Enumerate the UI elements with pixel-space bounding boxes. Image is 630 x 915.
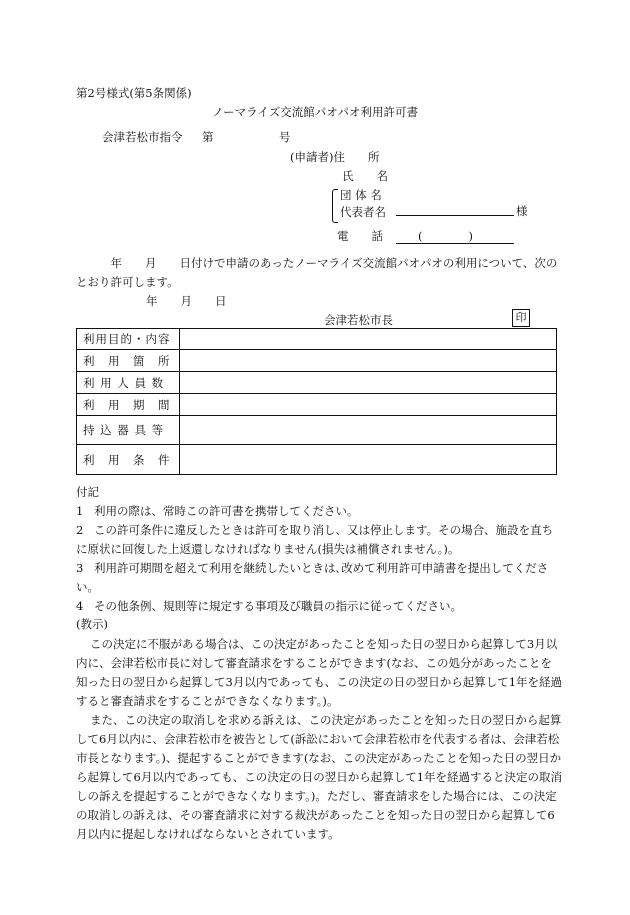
phone-parentheses: ( ) <box>418 229 473 243</box>
organization-name-label: 団 体 名 <box>340 188 382 202</box>
note-item <box>76 502 562 521</box>
honorific-sama: 様 <box>516 204 528 218</box>
seal-mark: 印 <box>512 309 530 327</box>
note-text: 利用許可期間を超えて利用を継続したいときは､改めて利用許可申請書を提出してください。 <box>76 561 549 594</box>
note-item <box>76 521 562 559</box>
note-number: 1 <box>76 504 84 518</box>
notes-heading: 付記 <box>76 485 99 499</box>
note-number: 4 <box>76 599 84 613</box>
certificate-go: 号 <box>279 130 291 144</box>
table-row <box>77 372 557 394</box>
table-row <box>77 350 557 372</box>
representative-name-label: 代表者名 <box>340 205 386 219</box>
bracket-decoration <box>332 189 338 223</box>
certificate-label: 会津若松市指令 <box>102 130 183 144</box>
certificate-number-line <box>102 129 291 145</box>
row-label-headcount: 利 用 人 員 数 <box>77 372 180 394</box>
teaching-paragraph-2: また、この決定の取消しを求める訴えは、この決定があったことを知った日の翌日から起算して6月以内に、会津若松市を被告として(訴訟において会津若松市を代表する者は、会津若松市長となります。)、提起することができます(なお、この決定があったことを知った日の翌日から起算して6月以内であっても、この決定の日の翌日から起算して1年を経過すると決定の取消しの訴えを提起することができなくなります。)。ただし、審査請求をした場合には、この決定の取消しの訴えは、その審査請求に対する裁決があったことを知った日の翌日から起算して6月以内に提起しなければならないとされています。 <box>76 713 563 841</box>
row-value-period[interactable] <box>180 394 557 416</box>
row-label-purpose: 利用目的・内容 <box>77 329 180 350</box>
table-row <box>77 394 557 416</box>
note-number: 3 <box>76 561 84 575</box>
mayor-title: 会津若松市長 <box>324 313 393 327</box>
note-text: この許可条件に違反したときは許可を取り消し、又は停止します。その場合、施設を直ちに原状に回復した上返還しなければなりません(損失は補償されません。)。 <box>76 523 554 556</box>
table-row <box>77 416 557 445</box>
note-item <box>76 597 562 616</box>
applicant-name-label: 氏 名 <box>342 169 388 183</box>
row-label-conditions: 利 用 条 件 <box>77 445 180 475</box>
note-text: 利用の際は、常時この許可書を携帯してください。 <box>94 504 359 518</box>
document-title: ノーマライズ交流館パオパオ利用許可書 <box>212 105 418 119</box>
representative-name-field[interactable] <box>396 214 514 216</box>
phone-label: 電 話 <box>337 229 383 243</box>
teaching-heading: (教示) <box>76 617 108 631</box>
applicant-address-label: (申請者)住 所 <box>290 150 380 164</box>
phone-field[interactable] <box>396 242 514 244</box>
row-label-equipment: 持 込 器 具 等 <box>77 416 180 445</box>
note-text: その他条例、規則等に規定する事項及び職員の指示に従ってください。 <box>94 599 462 613</box>
table-row <box>77 445 557 475</box>
row-label-period: 利 用 期 間 <box>77 394 180 416</box>
row-value-purpose[interactable] <box>180 329 557 350</box>
form-number: 第2号様式(第5条関係) <box>76 86 192 100</box>
usage-table <box>76 328 557 475</box>
row-value-equipment[interactable] <box>180 416 557 445</box>
row-value-conditions[interactable] <box>180 445 557 475</box>
note-number: 2 <box>76 523 84 537</box>
permission-statement: 年 月 日付けで申請のあったノーマライズ交流館パオパオの利用について、次のとおり許可します。 <box>76 256 558 289</box>
issue-date: 年 月 日 <box>146 294 227 308</box>
note-item <box>76 559 562 597</box>
teaching-paragraph-1: この決定に不服がある場合は、この決定があったことを知った日の翌日から起算して3月以内に、会津若松市長に対して審査請求をすることができます(なお、この処分があったことを知った日の翌日から起算して3月以内であっても、この決定の日の翌日から起算して1年を経過すると審査請求をすることができなくなります。)。 <box>76 637 563 708</box>
row-value-location[interactable] <box>180 350 557 372</box>
row-value-headcount[interactable] <box>180 372 557 394</box>
certificate-dai: 第 <box>202 130 214 144</box>
row-label-location: 利 用 箇 所 <box>77 350 180 372</box>
table-row <box>77 329 557 350</box>
